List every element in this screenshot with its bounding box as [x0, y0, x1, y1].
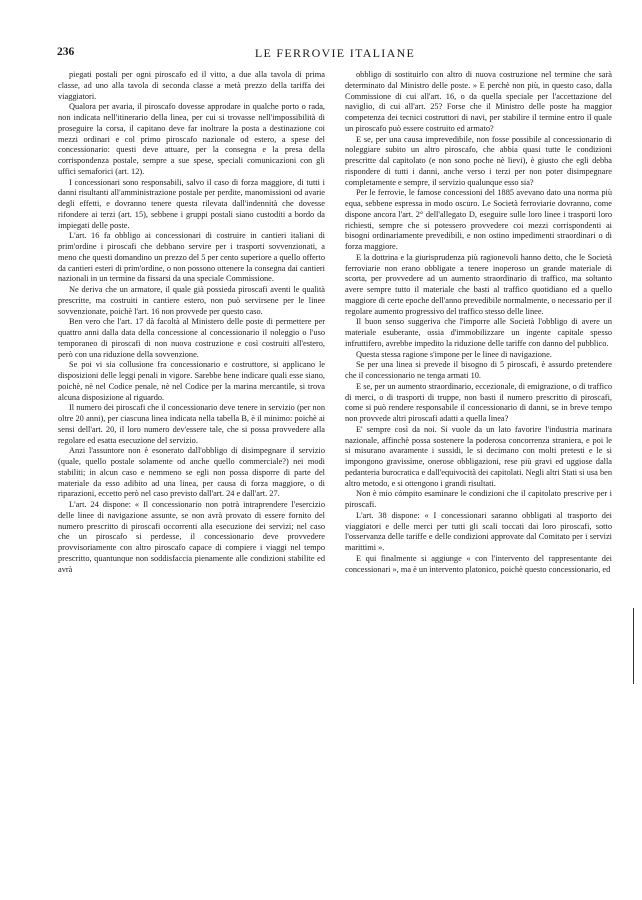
margin-rule — [633, 608, 634, 684]
right-column — [345, 70, 612, 885]
paragraph: Se per una linea si prevede il bisogno di 5 piroscafi, è assurdo pretendere che il concessionario ne tenga armati 10. — [345, 360, 612, 380]
paragraph: E qui finalmente si aggiunge « con l'intervento del rappresentante dei concessionari », ma è un intervento platonico, poichè questo concessionario, ed — [345, 553, 612, 574]
page-number: 236 — [57, 46, 75, 58]
left-column — [58, 70, 325, 885]
paragraph: I concessionari sono responsabili, salvo il caso di forza maggiore, di tutti i danni risultanti all'amministrazione postale per perdite, manomissioni od avarie degli effetti, e dovranno tenere questa rilevata dall'indennità che dovesse rifondere ai terzi (art. 15), sebbene i gruppi postali siano custoditi a bordo da impiegati delle poste. — [58, 177, 325, 230]
paragraph: Qualora per avaria, il piroscafo dovesse approdare in qualche porto o rada, non indicata nell'itinerario della linea, per cui si trovasse nell'impossibilità di proseguire la corsa, il capitano deve far inoltrare la posta a destinazione coi mezzi ordinari e col primo piroscafo nazionale od estero, a spese del concessionario: questi deve attuare, per la consegna e la presa della corrispondenza postale, sempre a sue spese, speciali comunicazioni con gli uffici semaforici (art. 12). — [58, 102, 325, 176]
running-title: LE FERROVIE ITALIANE — [254, 46, 416, 60]
paragraph: E' sempre così da noi. Si vuole da un lato favorire l'industria marinara nazionale, affinchè possa sostenere la poderosa concorrenza straniera, e poi le si misurano avaramente i sussidi, le si decimano con molti pretesti e le si impongono gravissime, onerose obbligazioni, rese più gravi ed uggiose dalla pedanteria burocratica e dall'equivocità dei capitolati. Negli altri Stati si usa ben altro metodo, e si ottengono i grandi risultati. — [345, 424, 612, 488]
paragraph: L'art. 24 dispone: « Il concessionario non potrà intraprendere l'esercizio delle linee di navigazione assunte, se non avrà provato di essere fornito del numero prescritto di piroscafi occorrenti alla esecuzione dei servizi; nel caso che un piroscafo si perdesse, il concessionario deve provvedere provvisoriamente con altro piroscafo capace di compiere i viaggi nel tempo prescritto, quantunque non soddisfaccia pienamente alle condizioni stabilite ed avrà — [58, 500, 325, 574]
paragraph: obbligo di sostituirlo con altro di nuova costruzione nel termine che sarà determinato dal Ministro delle poste. » E perchè non più, in questo caso, dalla Commissione di cui all'art. 16, o da quella speciale per l'accettazione del naviglio, di cui all'art. 25? Forse che il Ministro delle poste ha maggior competenza dei tecnici costruttori di navi, per stabilire il termine entro il quale un piroscafo può essere costruito ed armato? — [345, 70, 612, 133]
paragraph: Per le ferrovie, le famose concessioni del 1885 avevano dato una norma più equa, sebbene espressa in modo oscuro. Le Società ferroviarie dovranno, come dispone ancora l'art. 2° dell'allegato D, eseguire sulle loro linee i trasporti loro richiesti, sempre che si potessero provvedere coi mezzi corrispondenti ai bisogni ordinariamente prevedibili, e non ostino impedimenti straordinari o di forza maggiore. — [345, 188, 612, 251]
paragraph: Il buon senso suggeriva che l'imporre alle Società l'obbligo di avere un materiale esuberante, ossia d'immobilizzare un ingente capitale spesso infruttifero, avrebbe impedito la riduzione delle tariffe con danno del pubblico. — [345, 317, 612, 348]
paragraph: Se poi vi sia collusione fra concessionario e costruttore, si applicano le disposizioni delle leggi penali in vigore. Sarebbe bene indicare quali esse siano, poichè, nè nel Codice penale, nè nel Codice per la marina mercantile, si trova alcuna disposizione al riguardo. — [58, 360, 325, 402]
paragraph: Anzi l'assuntore non è esonerato dall'obbligo di disimpegnare il servizio (quale, quello postale solamente od anche quello commerciale?) nei modi stabiliti; in alcun caso e nemmeno se egli non possa disporre di parte del materiale da esso adibito ad una linea, per causa di forza maggiore, o di riparazioni, eccetto però nel caso previsto dall'art. 24 e dall'art. 27. — [58, 446, 325, 499]
paragraph: Ben vero che l'art. 17 dà facoltà al Ministero delle poste di permettere per quattro anni dalla data della concessione al concessionario il noleggio o l'uso temporaneo di piroscafi di non nuova costruzione e così costruiti all'estero, però con una riduzione della sovvenzione. — [58, 317, 325, 359]
paragraph: Questa stessa ragione s'impone per le linee di navigazione. — [356, 349, 552, 359]
paragraph: Ne deriva che un armatore, il quale già possieda piroscafi aventi le qualità prescritte, ma costruiti in cantiere estero, non può servirsene per le linee sovvenzionate, poichè l'art. 16 non provvede per questo caso. — [58, 285, 325, 316]
paragraph: L'art. 16 fa obbligo ai concessionari di costruire in cantieri italiani di prim'ordine i piroscafi che debbano servire per i trasporti sovvenzionati, a meno che questi domandino un prezzo del 5 per cento superiore a quello offerto da cantieri esteri di prim'ordine, o non possono ottenere la consegna dai cantieri nazionali in un termine da fissarsi da una speciale Commissione. — [58, 231, 325, 284]
page-header — [57, 46, 613, 62]
paragraph: Non è mio cómpito esaminare le condizioni che il capitolato prescrive per i piroscafi. — [345, 489, 612, 509]
paragraph: L'art. 38 dispone: « I concessionari saranno obbligati al trasporto dei viaggiatori e delle merci per tutti gli scali toccati dai loro piroscafi, sotto l'osservanza delle tariffe e delle condizioni approvate dal Comitato per i servizi marittimi ». — [345, 510, 612, 552]
paragraph: piegati postali per ogni piroscafo ed il vitto, a due alla tavola di prima classe, ad uno alla tavola di seconda classe a metà prezzo della tariffa dei viaggiatori. — [58, 70, 325, 101]
paragraph: E se, per un aumento straordinario, eccezionale, di emigrazione, o di traffico di merci, o di trasporti di truppe, non basti il numero prescritto di piroscafi, come si può rendere responsabile il concessionario di danni, se in breve tempo non provvede altri piroscafi adatti a quella linea? — [345, 381, 612, 423]
paragraph: Il numero dei piroscafi che il concessionario deve tenere in servizio (per non oltre 20 anni), per ciascuna linea indicata nella tabella B, è il minimo: poichè ai sensi dell'art. 20, il loro numero dev'essere tale, che si possa provvedere alla regolare ed esatta esecuzione del servizio. — [58, 403, 325, 445]
paragraph: E la dottrina e la giurisprudenza più ragionevoli hanno detto, che le Società ferroviarie non erano obbligate a tenere inoperoso un grande materiale di scorta, per provvedere ad un aumento straordinario di traffico, ma soltanto avere sempre tutto il materiale che basti al traffico quotidiano ed a quello maggiore di certe epoche dell'anno prevedibile normalmente, o necessario per il regolare aumento progressivo del traffico stesso delle linee. — [345, 252, 612, 316]
paragraph: E se, per una causa imprevedibile, non fosse possibile al concessionario di noleggiare subito un altro piroscafo, che abbia quasi tutte le condizioni prescritte dal capitolato (e non sono poche nè lievi), è giusto che egli debba rispondere di tutti i danni, anche verso i terzi per non poter disimpegnare completamente e sempre, il servizio qualunque esso sia? — [345, 134, 612, 187]
